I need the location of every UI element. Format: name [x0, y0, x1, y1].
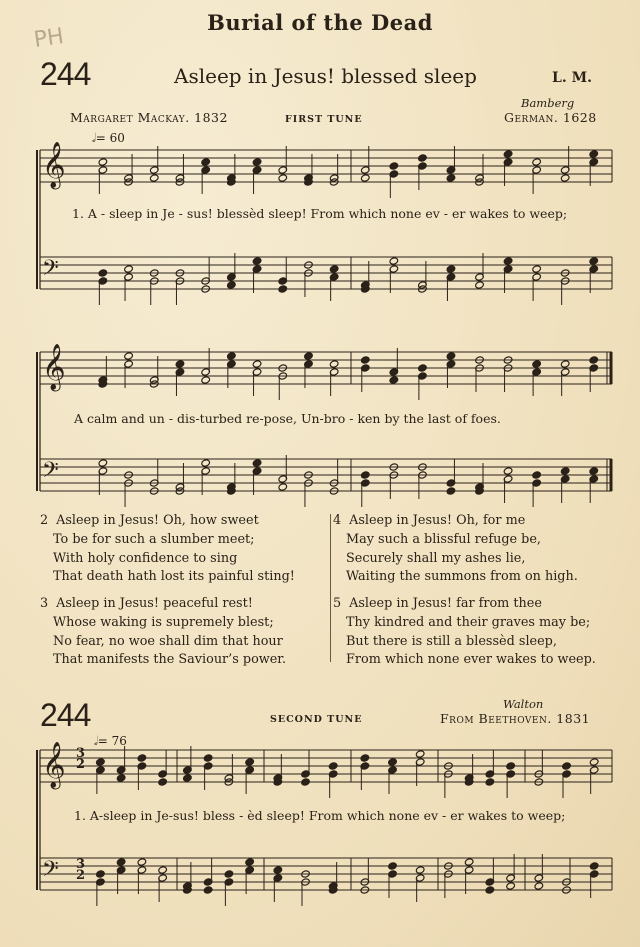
- note-head: [485, 886, 495, 894]
- note-head: [388, 758, 398, 766]
- note-head: [273, 866, 283, 874]
- note-head: [589, 758, 599, 766]
- note-head: [415, 866, 425, 874]
- note-head: [562, 762, 572, 770]
- tune-name: Bamberg: [521, 96, 575, 110]
- bass-clef-icon: 𝄢: [42, 857, 59, 887]
- note-head: [589, 356, 599, 364]
- tune-name: Walton: [503, 697, 544, 711]
- note-head: [278, 174, 288, 182]
- tune-label: SECOND TUNE: [270, 714, 363, 725]
- note-head: [389, 376, 399, 384]
- bass-clef-icon: 𝄢: [42, 458, 59, 488]
- note-head: [503, 150, 513, 158]
- note-head: [589, 150, 599, 158]
- hymn-meter: L. M.: [552, 70, 592, 86]
- note-head: [560, 360, 570, 368]
- note-head: [446, 265, 456, 273]
- time-signature: 3 2: [76, 746, 86, 772]
- note-head: [532, 158, 542, 166]
- half-note-icon: 𝅗𝅥: [94, 734, 98, 748]
- note-head: [304, 352, 314, 360]
- note-head: [532, 471, 542, 479]
- note-head: [116, 774, 126, 782]
- note-head: [252, 459, 262, 467]
- tempo-marking: 𝅗𝅥= 60: [92, 131, 125, 145]
- tempo-marking: 𝅗𝅥= 76: [94, 734, 127, 748]
- hymn-number: 244: [40, 697, 91, 733]
- verse-5: 5 Asleep in Jesus! far from thee Thy kindred and their graves may be; But there is still a blessèd sleep, From which none ever wakes to weep.: [333, 596, 596, 668]
- treble-clef-icon: 𝄞: [42, 142, 66, 188]
- note-head: [475, 281, 485, 289]
- composer-credit: From Beethoven. 1831: [440, 711, 591, 726]
- lyric-line: 1. A-sleep in Je-sus! bless - èd sleep! From which none ev - er wakes to weep;: [74, 808, 566, 823]
- note-head: [329, 360, 339, 368]
- note-head: [360, 754, 370, 762]
- treble-clef-icon: 𝄞: [42, 344, 66, 390]
- pencil-mark: PH: [32, 24, 66, 53]
- note-head: [183, 774, 193, 782]
- note-head: [418, 364, 428, 372]
- note-head: [252, 158, 262, 166]
- note-head: [360, 356, 370, 364]
- note-head: [137, 754, 147, 762]
- note-head: [532, 360, 542, 368]
- note-head: [534, 882, 544, 890]
- note-head: [116, 858, 126, 866]
- note-head: [201, 459, 211, 467]
- time-signature: 3 2: [76, 857, 86, 883]
- note-head: [203, 754, 213, 762]
- composer-credit: German. 1628: [504, 110, 597, 125]
- note-head: [446, 174, 456, 182]
- note-head: [464, 858, 474, 866]
- note-head: [245, 858, 255, 866]
- author-credit: Margaret Mackay. 1832: [70, 110, 228, 125]
- column-divider: [330, 514, 331, 662]
- note-head: [532, 265, 542, 273]
- note-head: [227, 281, 237, 289]
- note-head: [137, 858, 147, 866]
- note-head: [278, 285, 288, 293]
- note-head: [328, 762, 338, 770]
- lyric-line: A calm and un - dis-turbed re-pose, Un-bro - ken by the last of foes.: [74, 411, 501, 426]
- note-head: [158, 866, 168, 874]
- note-head: [360, 471, 370, 479]
- note-head: [278, 483, 288, 491]
- note-head: [506, 882, 516, 890]
- note-head: [252, 257, 262, 265]
- note-head: [124, 265, 134, 273]
- note-head: [360, 174, 370, 182]
- note-head: [589, 257, 599, 265]
- note-head: [329, 265, 339, 273]
- note-head: [415, 750, 425, 758]
- note-head: [124, 352, 134, 360]
- half-note-icon: 𝅗𝅥: [92, 131, 96, 145]
- note-head: [485, 778, 495, 786]
- hymn-number: 244: [40, 56, 91, 92]
- note-head: [201, 158, 211, 166]
- note-head: [245, 758, 255, 766]
- verse-3: 3 Asleep in Jesus! peaceful rest! Whose waking is supremely blest; No fear, no woe shall dim that hour That manifests the Saviour’s power.: [40, 596, 287, 668]
- section-title: Burial of the Dead: [207, 10, 433, 35]
- note-head: [201, 376, 211, 384]
- note-head: [98, 269, 108, 277]
- verse-2: 2 Asleep in Jesus! Oh, how sweet To be for such a slumber meet; With holy confidence to sing That death hath lost its painful sting!: [40, 513, 295, 585]
- note-head: [418, 154, 428, 162]
- note-head: [98, 459, 108, 467]
- note-head: [589, 862, 599, 870]
- verse-4: 4 Asleep in Jesus! Oh, for me May such a blissful refuge be, Securely shall my ashes lie, Waiting the summons from on high.: [333, 513, 578, 585]
- note-head: [389, 162, 399, 170]
- note-head: [589, 467, 599, 475]
- note-head: [503, 467, 513, 475]
- note-head: [158, 778, 168, 786]
- note-head: [96, 758, 106, 766]
- note-head: [503, 257, 513, 265]
- note-head: [388, 862, 398, 870]
- note-head: [446, 352, 456, 360]
- note-head: [224, 870, 234, 878]
- note-head: [175, 360, 185, 368]
- note-head: [149, 174, 159, 182]
- note-head: [560, 174, 570, 182]
- bass-clef-icon: 𝄢: [42, 256, 59, 286]
- note-head: [96, 870, 106, 878]
- tune-label: FIRST TUNE: [285, 114, 363, 125]
- note-head: [252, 360, 262, 368]
- note-head: [560, 467, 570, 475]
- note-head: [98, 158, 108, 166]
- note-head: [301, 778, 311, 786]
- note-head: [446, 487, 456, 495]
- note-head: [227, 352, 237, 360]
- note-head: [389, 257, 399, 265]
- treble-clef-icon: 𝄞: [42, 742, 66, 788]
- note-head: [203, 886, 213, 894]
- note-head: [506, 762, 516, 770]
- hymn-first-line: Asleep in Jesus! blessed sleep: [174, 64, 477, 88]
- lyric-line: 1. A - sleep in Je - sus! blessèd sleep! From which none ev - er wakes to weep;: [72, 206, 568, 221]
